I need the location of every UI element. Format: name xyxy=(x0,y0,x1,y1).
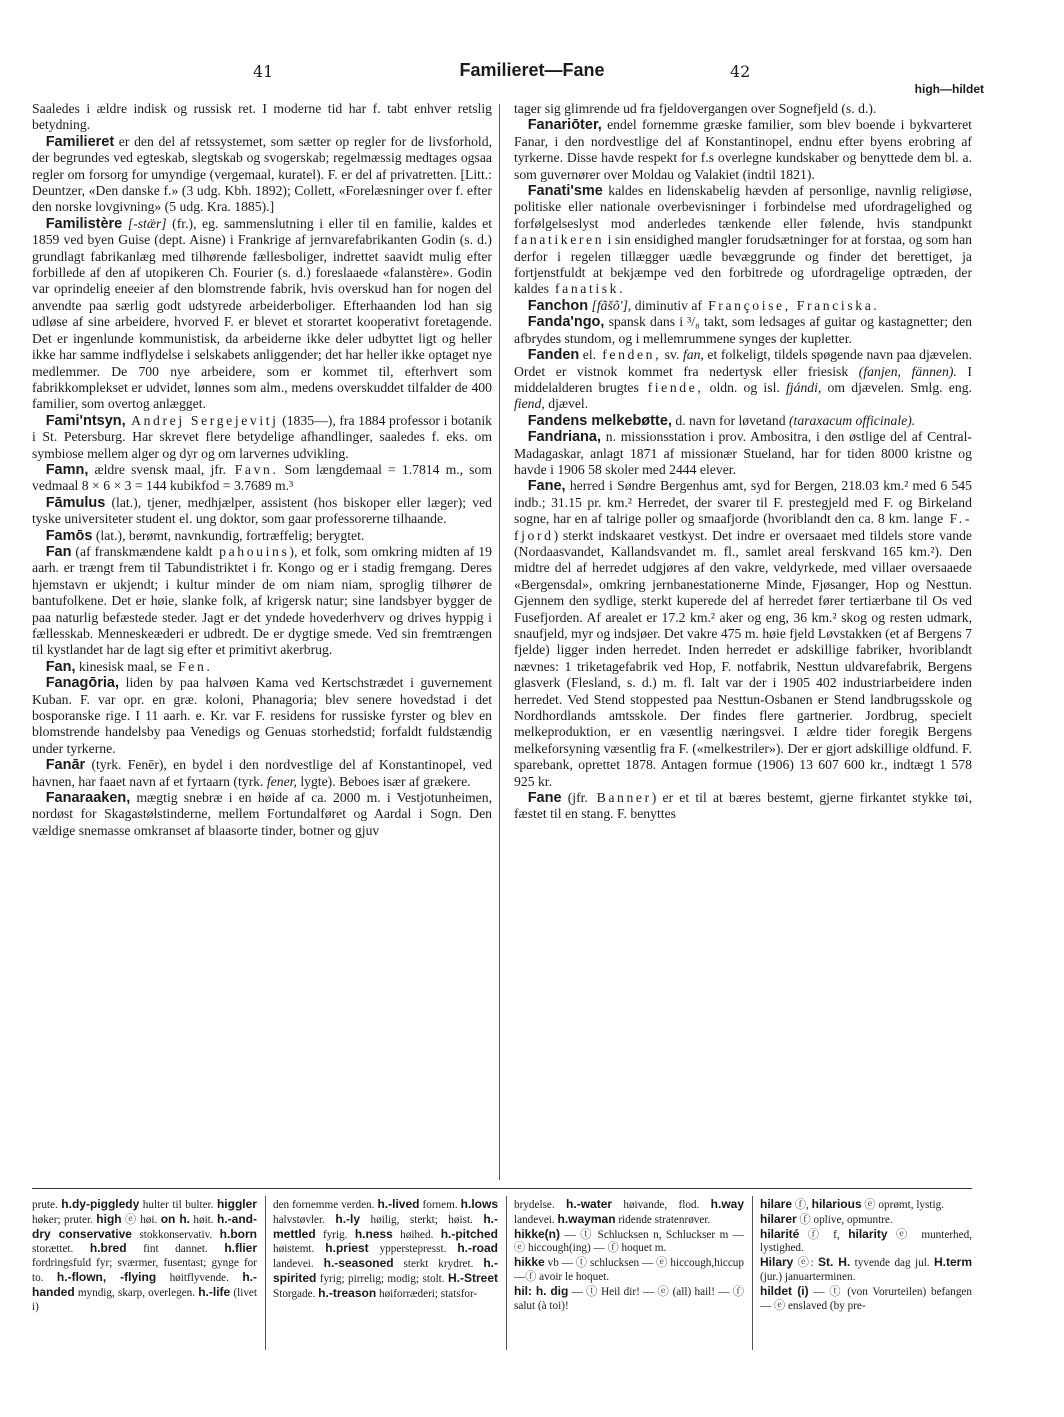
headword: Fami'ntsyn, xyxy=(45,412,126,429)
headword: Fan, xyxy=(45,658,76,675)
headword: Fan xyxy=(45,543,72,560)
entry-famintsyn: Fami'ntsyn, Andrej Sergejevitj (1835—), fra 1884 professor i botanik i St. Petersburg. Har skrevet flere betydelige afhandlinger, saaledes f. eks. om symbiose mellem alger og dyr og om larvernes udvikling. xyxy=(32,412,493,461)
headword: Fandens melkebøtte, xyxy=(527,412,672,429)
headword: Fāmulus xyxy=(45,494,106,511)
entry-familieret: Familieret er den del af retssystemet, som sætter op regler for de livsforhold, der begrundes ved egteskab, slegtskab og svogerskab; regelmæssig medtages ogsaa regler om forsorg for umyndige (vergemaal, kuratel). F. er del af privatretten. [Litt.: Deuntzer, «Den danske f.» (3 udg. Kbh. 1892); Collett, «Forelæsninger over f. efter den norske lovgivning» (5 udg. Kra. 1885).] xyxy=(32,133,492,215)
headword: Fanchon xyxy=(527,297,589,314)
entry-fandango: Fanda'ngo, spansk dans i ³/₈ takt, som ledsages af guitar og kastagnetter; den afbrydes stundom, og i mellemrummene synges der kupletter. xyxy=(514,314,972,346)
headword: Fane, xyxy=(527,478,566,495)
headword: Fanden xyxy=(527,347,580,364)
entry-famn: Famn, ældre svensk maal, jfr. Favn. Som længdemaal = 1.7814 m., som vedmaal 8 × 6 × 3 = 144 kubikfod = 3.7689 m.³ xyxy=(32,461,492,494)
headword: Familieret xyxy=(45,133,115,150)
headword: Fanda'ngo, xyxy=(527,314,605,331)
entry-fandens-melkebotte: Fandens melkebøtte, d. navn for løvetand (taraxacum officinale). xyxy=(527,412,916,429)
entry-fanagoria: Fanagōria, liden by paa halvøen Kama ved Kertschstrædet i guvernement Kuban. F. var opr. en græ. koloni, Phanagoria; blev senere hovedstad i det bosporanske rige. I 11 aarh. e. Kr. var F. residens for russiske fyrster og blev en blomstrende handelsby paa Venedigs og Genuas storhedstid; forfaldt fuldstændig under tyrkerne. xyxy=(32,675,492,756)
entry-fanaraaken: Fanaraaken, mægtig snebræ i en høide af ca. 2000 m. i Vestjotunheimen, nordøst for Skagastølstinderne, mellem Fortundalføret og Aardal i Sogn. Den vældige snemasse omkranset af blaasorte tinder, botner og gjuv xyxy=(32,790,492,838)
page-header xyxy=(0,58,1064,98)
dictionary-divider xyxy=(506,1196,507,1350)
page-title: Familieret—Fane xyxy=(459,60,605,80)
dictionary-column-1: prute. h.dy-piggledy hulter til bulter. higgler høker; pruter. high ⓔ høi. on h. høit. h.-and-dry conservative stokkonservativ. h.born storættet. h.bred fint dannet. h.flier fordringsfuld fyr; sværmer, fusentast; gynge for to. h.-flown, -flying høitflyvende. h.-handed myndig, skarp, overlegen. h.-life (livet i) xyxy=(32,1198,257,1313)
page-number-left: 41 xyxy=(253,62,274,81)
entry-fanatisme: Fanati'sme kaldes en lidenskabelig hævden af personlige, navnlig religiøse, politiske eller nationale overbevisninger i forbindelse med ufordragelighed og forfølgelseslyst mod anderledes tænkende eller følende, hvis standpunkt fanatikeren i sin ensidighed mangler forudsætninger for at forstaa, og som han derfor i regelen tillægger uædle bevæggrunde og finder det berettiget, ja fortjenstfuldt at bekjæmpe ved den forbitrede og ufordragelige optræden, der kaldes fanatisk. xyxy=(514,183,972,297)
page-number-right: 42 xyxy=(730,62,751,81)
dictionary-divider xyxy=(752,1196,753,1350)
entry-famos: Famōs (lat.), berømt, navnkundig, fortræffelig; berygtet. xyxy=(45,527,365,544)
headword: Fane xyxy=(527,790,562,807)
footer-divider xyxy=(32,1188,972,1189)
headword: Fanār xyxy=(45,757,86,774)
entry-continuation: tager sig glimrende ud fra fjeldovergangen over Sognefjeld (s. d.). xyxy=(514,101,877,116)
entry-fanchon: Fanchon [fãšõ'], diminutiv af Françoise, Franciska. xyxy=(527,297,880,314)
headword: Fanati'sme xyxy=(527,183,603,200)
column-divider xyxy=(499,104,500,1180)
right-column xyxy=(514,101,972,823)
entry-fanar: Fanār (tyrk. Fenēr), en bydel i den nordvestlige del af Konstantinopel, ved havnen, har faaet navn af et fyrtaarn (tyrk. fener, lygte). Beboes især af grækere. xyxy=(32,757,492,789)
headword: Fanaraaken, xyxy=(45,790,131,807)
entry-fane-herred: Fane, herred i Søndre Bergenhus amt, syd for Bergen, 218.03 km.² med 6 545 indb.; 31.15 pr. km.² Herredet, der svarer til F. prestegjeld med F. og Birkeland sogne, har en af talrige poller og smaafjorde (hvoriblandt den ca. 8 km. lange F.-fjord) sterkt indskaaret vestkyst. Det indre er oversaaet med tildels store vande (Nordaasvandet, Kallandsvandet m. fl., samlet areal ferskvand 165 km.²). Den midtre del af herredet udgjøres af den vakre, veldyrkede, med villaer oversaaede «Bergensdal», omkring jernbanestationerne Minde, Fjøsanger, Hop og Nesttun. Gjennem den sydlige, sterkt kuperede del af herredet fører tertiærbane til Os ved Fusefjorden. Af arealet er 17.2 km.² aker og eng, 36 km.² skog og resten udmark, snaufjeld, myr og indsjøer. Det vakre 475 m. høie fjeld Løvstakken (et af Bergens 7 fjelde) ligger inden herredet. Inden herredet er adskillige fabriker, hvoriblandt nævnes: 1 triketagefabrik ved Hop, F. notfabrik, Nesttun uldvarefabrik, Bergens glasverk (Flesland, s. d.) m. fl. Ialt var der i 1905 402 industriarbeidere inden herredet. Ved Stend stoppested paa Nesttun-Osbanen er Stend landbrugsskole og Nordhordlands amtsskole. Der findes flere gartnerier. Jordbrug, specielt melkeproduktion, er en væsentlig næringsvei. I ældre tider foregik Bergens melkeforsyning væsentlig fra F. («melkestriler»). Der er gjort adskillige oldfund. F. sparebank, oprettet 1878. Antagen formue (1906) 13 607 600 kr., indtægt 1 578 925 kr. xyxy=(514,478,972,789)
dictionary-column-4: hilare ⓕ, hilarious ⓔ oprømt, lystig. hilarer ⓕ oplive, opmuntre. hilarité ⓕ f, hilarity ⓔ munterhed, lystighed. Hilary ⓔ: St. H. tyvende dag jul. H.term (jur.) januarterminen. hildet (i) — ⓣ (von Vorurteilen) befangen — ⓔ enslaved (by pre- xyxy=(760,1198,972,1312)
entry-famulus: Fāmulus (lat.), tjener, medhjælper, assistent (hos biskoper eller læger); ved tyske universiteter student el. ung doktor, som gaar professorerne tilhaande. xyxy=(32,494,492,527)
headword: Fanagōria, xyxy=(45,675,120,692)
entry-continuation: Saaledes i ældre indisk og russisk ret. I moderne tid har f. tabt enhver retslig betydning. xyxy=(32,101,492,133)
entry-fan: Fan (af franskmændene kaldt pahouins), et folk, som omkring midten af 19 aarh. er trængt frem til Tabundistriktet i fr. Kongo og er i stadig fremgang. Deres hjemstavn er ukjendt; i kultur minder de om niam niam, sproglig tilhører de bantufolkene. Det er høie, slanke folk, af krigersk natur; sine landsbyer bygger de paa naturlig befæstede steder. Jagt er det yndede hovederhverv og drives hyppig i fællesskab. Menneskeæderi er udbredt. De er dygtige smede. Ved sin fremtrængen til kystlandet har de lagt sig efter et primitivt akerbrug. xyxy=(32,543,492,658)
dictionary-column-2: den fornemme verden. h.-lived fornem. h.lows halvstøvler. h.-ly høilig, sterkt; høist. h.-mettled fyrig. h.ness høihed. h.-pitched høistemt. h.priest ypperstepresst. h.-road landevei. h.-seasoned sterkt krydret. h.-spirited fyrig; pirrelig; modig; stolt. H.-Street Storgade. h.-treason høiforræderi; statsfor- xyxy=(273,1198,498,1300)
entry-fane: Fane (jfr. Banner) er et til at bæres bestemt, gjerne firkantet stykke tøi, fæstet til en stang. F. benyttes xyxy=(514,790,972,822)
catchword: high—hildet xyxy=(914,82,984,96)
headword: Fanariōter, xyxy=(527,117,602,134)
entry-fanden: Fanden el. fenden, sv. fan, et folkeligt, tildels spøgende navn paa djævelen. Ordet er vistnok kommet fra nedertysk eller friesisk (fanjen, fännen). I middelalderen brugtes fiende, oldn. og isl. fjándi, om djævelen. Smlg. eng. fiend, djævel. xyxy=(514,347,972,412)
entry-fandriana: Fandriana, n. missionsstation i prov. Ambositra, i den østlige del af Central-Madagaskar, anlagt 1871 af missionær Stueland, har for tiden 8000 kristne og havde i 1906 58 skoler med 2444 elever. xyxy=(514,429,972,477)
entry-familistere: Familistère [-stæ̈r] (fr.), eg. sammenslutning i eller til en familie, kaldes et 1859 ved byen Guise (dept. Aisne) i Frankrige af jernvarefabrikanten Godin (s. d.) grundlagt fabrikanlæg med tilhørende fællesboliger, indrettet saavidt mulig efter forbillede af den af utopikeren Ch. Fourier (s. d.) foreslaaede «falanstère». Godin var oprindelig eneeier af den blomstrende fabrik, hvis overskud han for nogen del anvendte paa særlig godt udstyrede arbeiderboliger. Efterhaanden lod han sig udløse af sine arbeidere, hvorved F. er blevet et storartet kooperativt foretagende. Det er ingenlunde kommunistisk, da arbeiderne ikke deler udbyttet ligt og heller ikke har samme indflydelse i selskabets anliggender; det har heller ikke optaget nye medlemmer. De 700 nye arbeidere, som er kommet til, efterhvert som fabrikkomplekset er udvidet, lønnes som alm., medens overskuddet tilfalder de 400 familier, som overtog anlægget. xyxy=(32,215,492,412)
headword: Familistère xyxy=(45,215,123,232)
headword: Famn, xyxy=(45,461,89,478)
entry-fan-maal: Fan, kinesisk maal, se Fen. xyxy=(45,658,213,675)
headword: Famōs xyxy=(45,527,93,544)
left-column xyxy=(32,101,492,839)
entry-fanarioter: Fanariōter, endel fornemme græske familier, som blev boende i bykvarteret Fanar, i den nordvestlige del af Konstantinopel, endnu efter byens erobring af tyrkerne. Disse havde respekt for f.s overlegne kundskaber og benyttede dem bl. a. som guvernører over Moldau og Valakiet (indtil 1821). xyxy=(514,117,972,182)
dictionary-column-3: brydelse. h.-water høivande, flod. h.way landevei. h.wayman ridende stratenrøver. hikke(n) — ⓣ Schlucksen n, Schluckser m — ⓔ hiccough(ing) — ⓕ hoquet m. hikke vb — ⓣ schlucksen — ⓔ hiccough,hiccup —ⓕ avoir le hoquet. hil: h. dig — ⓣ Heil dir! — ⓔ (all) hail! — ⓕ salut (à toi)! xyxy=(514,1198,744,1312)
headword: Fandriana, xyxy=(527,429,602,446)
dictionary-divider xyxy=(265,1196,266,1350)
